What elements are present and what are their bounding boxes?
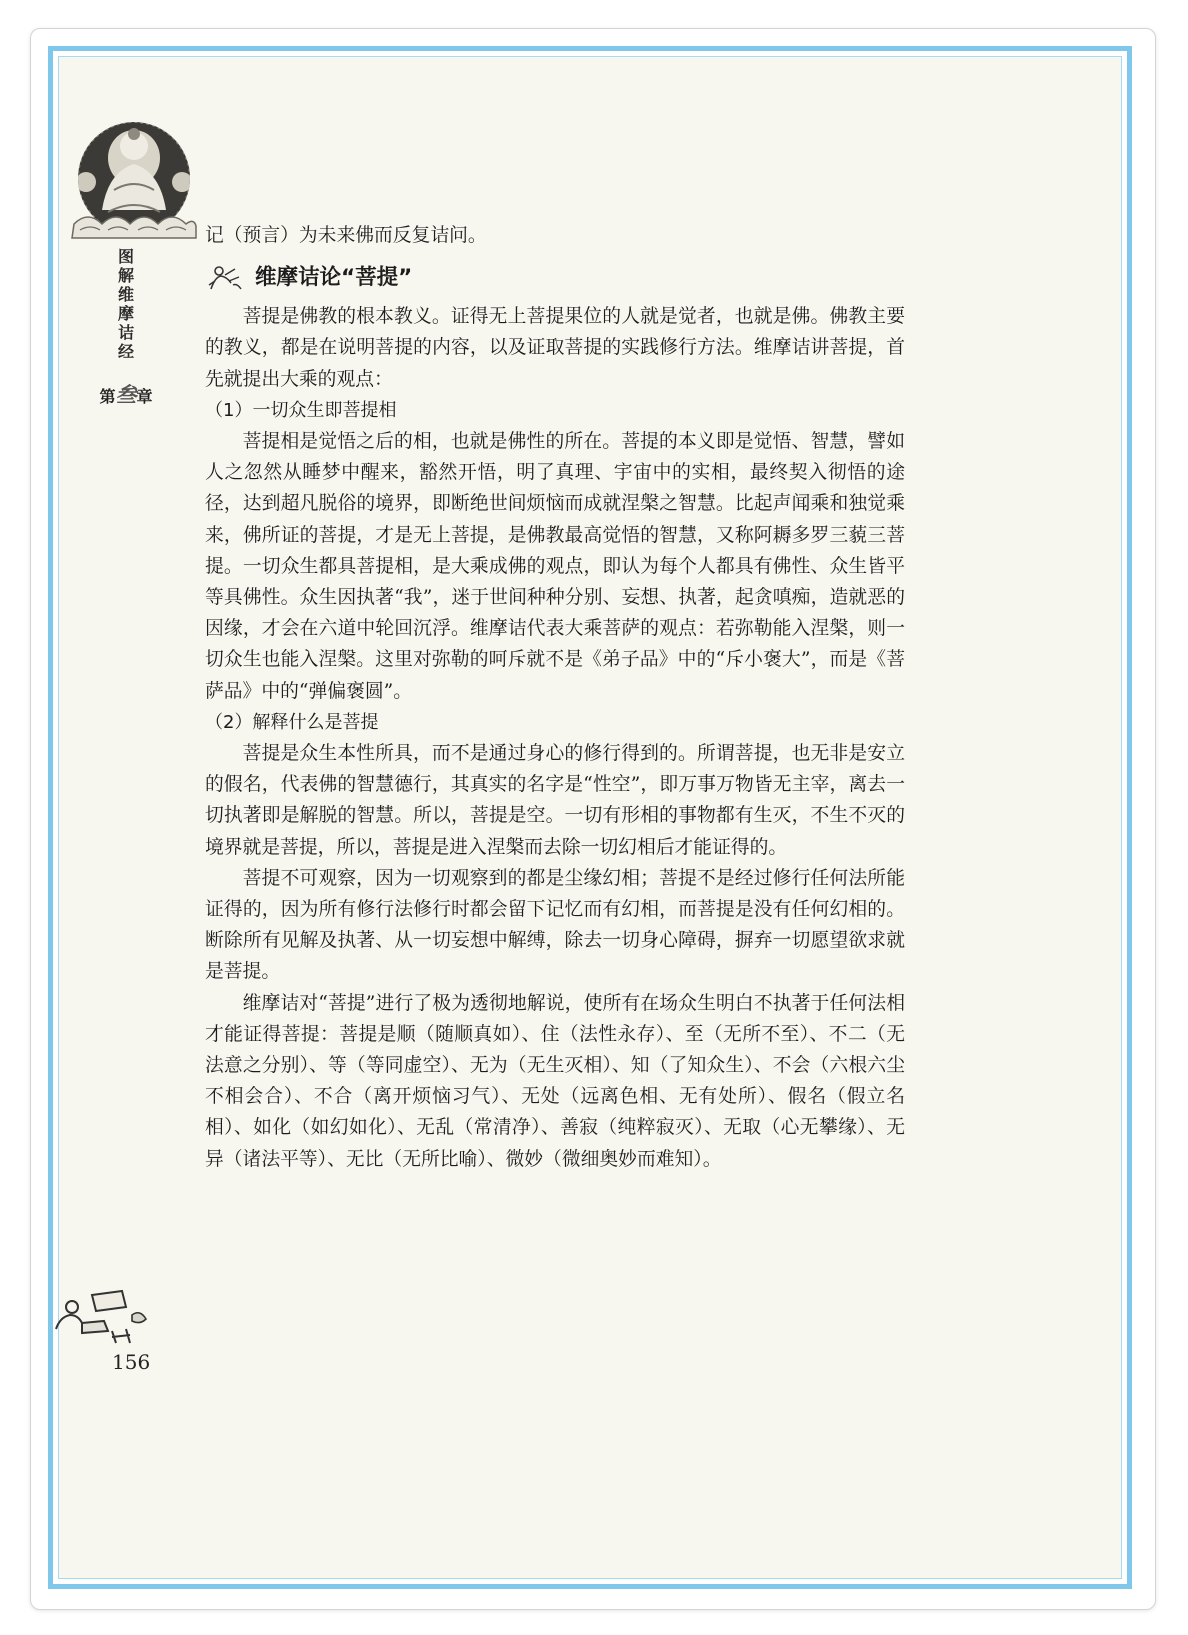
- reading-scholar-icon: [52, 1285, 152, 1345]
- paragraph: 菩提相是觉悟之后的相，也就是佛性的所在。菩提的本义即是觉悟、智慧，譬如人之忽然从睡梦中醒来，豁然开悟，明了真理、宇宙中的实相，最终契入彻悟的途径，达到超凡脱俗的境界，即断绝世间烦恼而成就涅槃之智慧。比起声闻乘和独觉乘来，佛所证的菩提，才是无上菩提，是佛教最高觉悟的智慧，又称阿耨多罗三藐三菩提。一切众生都具菩提相，是大乘成佛的观点，即认为每个人都具有佛性、众生皆平等具佛性。众生因执著“我”，迷于世间种种分别、妄想、执著，起贪嗔痴，造就恶的因缘，才会在六道中轮回沉浮。维摩诘代表大乘菩萨的观点：若弥勒能入涅槃，则一切众生也能入涅槃。这里对弥勒的呵斥就不是《弟子品》中的“斥小褒大”，而是《菩萨品》中的“弹偏褒圆”。: [205, 431, 905, 702]
- intro-line: 记（预言）为未来佛而反复诘问。: [205, 225, 487, 246]
- chapter-number: 叁: [115, 382, 137, 407]
- section-intro: 菩提是佛教的根本教义。证得无上菩提果位的人就是觉者，也就是佛。佛教主要的教义，都是在说明菩提的内容，以及证取菩提的实践修行方法。维摩诘讲菩提，首先就提出大乘的观点：: [205, 306, 905, 390]
- running-head-char: 维: [117, 285, 134, 304]
- paragraph: 菩提是众生本性所具，而不是通过身心的修行得到的。所谓菩提，也无非是安立的假名，代表佛的智慧德行，其真实的名字是“性空”，即万事万物皆无主宰，离去一切执著即是解脱的智慧。所以，菩提是空。一切有形相的事物都有生灭，不生不灭的境界就是菩提，所以，菩提是进入涅槃而去除一切幻相后才能证得的。: [205, 743, 905, 858]
- running-head: [106, 247, 146, 361]
- buddha-emblem-icon: [68, 120, 200, 250]
- running-head-char: 解: [117, 266, 134, 285]
- paragraph: 维摩诘对“菩提”进行了极为透彻地解说，使所有在场众生明白不执著于任何法相才能证得菩提：菩提是顺（随顺真如）、住（法性永存）、至（无所不至）、不二（无法意之分别）、等（等同虚空）、无为（无生灭相）、知（了知众生）、不会（六根六尘不相会合）、不合（离开烦恼习气）、无处（远离色相、无有处所）、假名（假立名相）、如化（如幻如化）、无乱（常清净）、善寂（纯粹寂灭）、无取（心无攀缘）、无异（诸法平等）、无比（无所比喻）、微妙（微细奥妙而难知）。: [205, 992, 905, 1170]
- scholar-figure-icon: [205, 263, 245, 293]
- paragraph: 菩提不可观察，因为一切观察到的都是尘缘幻相；菩提不是经过修行任何法所能证得的，因为所有修行法修行时都会留下记忆而有幻相，而菩提是没有任何幻相的。断除所有见解及执著、从一切妄想中解缚，除去一切身心障碍，摒弃一切愿望欲求就是菩提。: [205, 867, 905, 983]
- running-head-char: 经: [117, 342, 134, 361]
- subheading-2: （2）解释什么是菩提: [205, 711, 379, 733]
- subheading-1: （1）一切众生即菩提相: [205, 399, 397, 421]
- main-text: [205, 220, 905, 1175]
- page-number: 156: [112, 1350, 151, 1374]
- running-head-char: 诘: [117, 323, 134, 342]
- running-head-char: 摩: [117, 304, 134, 323]
- chapter-prefix: 第: [99, 387, 116, 406]
- chapter-tag: [90, 381, 162, 409]
- chapter-suffix: 章: [136, 387, 153, 406]
- section-heading: [205, 263, 905, 293]
- running-head-char: 图: [117, 247, 134, 266]
- section-title: 维摩诘论“菩提”: [255, 265, 413, 291]
